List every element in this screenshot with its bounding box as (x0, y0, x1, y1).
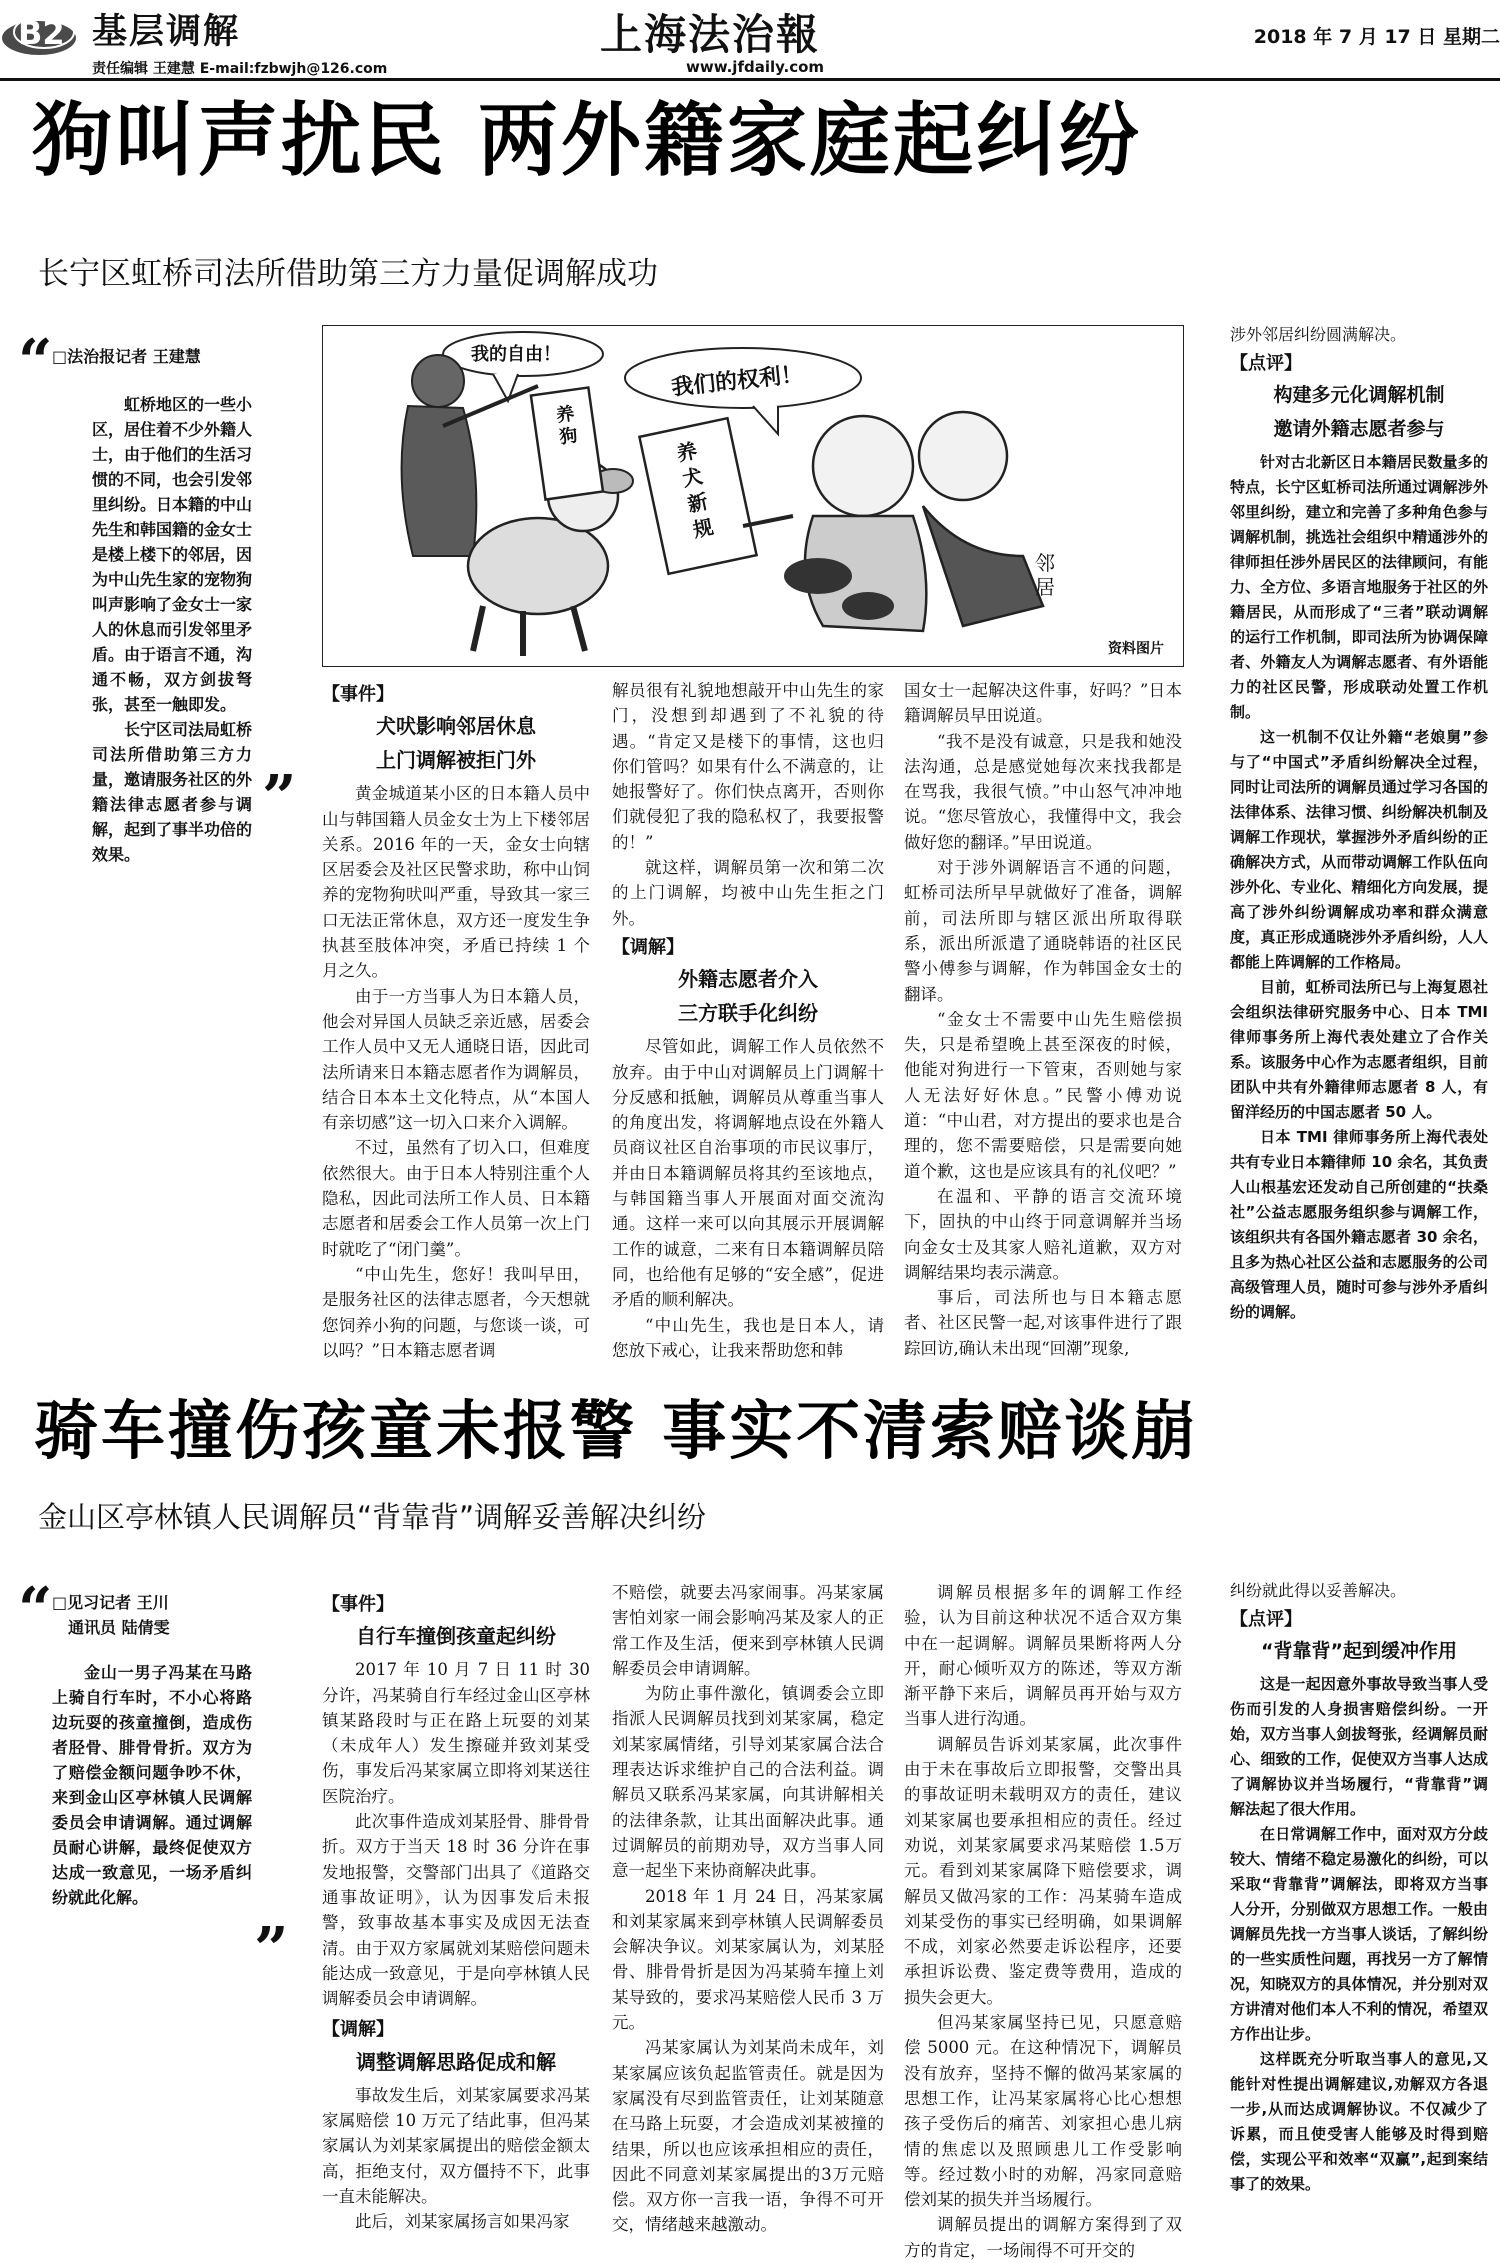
article2-col3 (904, 1580, 1182, 2263)
bubble-right-text: 我们的权利！ (670, 362, 805, 401)
section-tag: 【事件】 (322, 684, 394, 705)
body-paragraph: 不过，虽然有了切入口，但难度依然很大。由于日本人特别注重个人隐私，因此司法所工作人员、日本籍志愿者和居委会工作人员第一次上门时就吃了“闭门羹”。 (322, 1138, 590, 1259)
body-paragraph: 对于涉外调解语言不通的问题，虹桥司法所早早就做好了准备，调解前，司法所即与辖区派出所取得联系，派出所派遣了通晓韩语的社区民警小傅参与调解，作为韩国金女士的翻译。 (904, 858, 1182, 1004)
body-paragraph: 国女士一起解决这件事，好吗？”日本籍调解员早田说道。 (904, 681, 1182, 726)
section-subhead: 犬吠影响邻居休息 (376, 714, 536, 739)
section-tag: 【调解】 (612, 936, 684, 958)
article1-subheadline: 长宁区虹桥司法所借助第三方力量促调解成功 (38, 256, 658, 292)
comment-paragraph: 这是一起因意外事故导致当事人受伤而引发的人身损害赔偿纠纷。一开始，双方当事人剑拔弩张，经调解员耐心、细致的工作，促使双方当事人达成了调解协议并当场履行，“背靠背”调解法起了很大作用。 (1230, 1675, 1488, 1818)
comment-tag: 【点评】 (1230, 353, 1302, 374)
body-paragraph: 为防止事件激化，镇调委会立即指派人民调解员找到刘某家属，稳定刘某家属情绪，引导刘某家属合法合理表达诉求维护自己的合法利益。调解员又联系冯某家属，向其讲解相关的法律条款，让其出面解决此事。通过调解员的前期劝导，双方当事人同意一起坐下来协商解决此事。 (612, 1684, 884, 1881)
comment-paragraph: 在日常调解工作中，面对双方分歧较大、情绪不稳定易激化的纠纷，可以采取“背靠背”调解法，即将双方当事人分开，分别做双方思想工作。一般由调解员先找一方当事人谈话，了解纠纷的一些实质性问题，再找另一方了解情况，知晓双方的具体情况，并分别对双方讲清对他们本人不利的情况，希望双方作出让步。 (1230, 1825, 1488, 2043)
body-paragraph: 但冯某家属坚持已见，只愿意赔偿 5000 元。在这种情况下，调解员没有放弃，坚持不懈的做冯某家属的思想工作，让冯某家属将心比心想想孩子受伤后的痛苦、刘家担心患儿病情的焦虑以及照顾患儿工作受影响等。经过数小时的劝解，冯家同意赔偿刘某的损失并当场履行。 (904, 2013, 1182, 2210)
website-link[interactable]: www.jfdaily.com (686, 58, 825, 76)
comment-title: 构建多元化调解机制 (1273, 384, 1445, 406)
body-paragraph: 由于一方当事人为日本籍人员，他会对异国人员缺乏亲近感，居委会工作人员中又无人通晓日语，因此司法所请来日本籍志愿者作为调解员，结合日本本土文化特点，从“本国人有亲切感”这一切入口来介入调解。 (322, 986, 590, 1133)
header-rule (0, 78, 1500, 81)
lead-paragraph: 金山一男子冯某在马路上骑自行车时，不小心将路边玩耍的孩童撞倒，造成伤者胫骨、腓骨骨折。双方为了赔偿金额问题争吵不休，来到金山区亭林镇人民调解委员会申请调解。通过调解员耐心讲解，最终促使双方达成一致意见，一场矛盾纠纷就此化解。 (52, 1663, 252, 1907)
section-title: 基层调解 (92, 12, 241, 52)
comment-tag: 【点评】 (1230, 1609, 1302, 1630)
photo-credit: 资料图片 (1108, 641, 1164, 657)
carry-over-text: 纠纷就此得以妥善解决。 (1230, 1581, 1407, 1600)
comment-paragraph: 目前，虹桥司法所已与上海复恩社会组织法律研究服务中心、日本 TMI 律师事务所上海代表处建立了合作关系。该服务中心作为志愿者组织，目前团队中共有外籍律师志愿者 8 人，有留洋经历的中国志愿者 50 人。 (1230, 978, 1488, 1121)
section-subhead: 外籍志愿者介入 (678, 967, 818, 992)
article2-reporter: 通讯员 陆倩雯 (68, 1618, 170, 1637)
article1-reporter: □法治报记者 王建慧 (52, 347, 201, 366)
section-subhead: 调整调解思路促成和解 (356, 2049, 556, 2074)
body-paragraph: “中山先生，您好！我叫早田，是服务社区的法律志愿者，今天想就您饲养小狗的问题，与您谈一谈，可以吗？”日本籍志愿者调 (322, 1264, 590, 1360)
section-tag: 【调解】 (322, 2019, 394, 2041)
article2-headline: 骑车撞伤孩童未报警 事实不清索赔谈崩 (34, 1395, 1199, 1469)
article1-headline: 狗叫声扰民 两外籍家庭起纠纷 (32, 94, 1142, 187)
bubble-left-text: 我的自由！ (471, 344, 561, 365)
close-quote-mark: ” (254, 1915, 289, 1985)
body-paragraph: “金女士不需要中山先生赔偿损失，只是希望晚上甚至深夜的时候，他能对狗进行一下管束，否则她与家人无法好好休息。”民警小傅劝说道：“中山君，对方提出的要求也是合理的，您不需要赔偿，只是需要向她道个歉，这也是应该具有的礼仪吧？” (904, 1009, 1182, 1181)
lead-paragraph: 长宁区司法局虹桥司法所借助第三方力量，邀请服务社区的外籍法律志愿者参与调解，起到了事半功倍的效果。 (92, 720, 253, 864)
body-paragraph: “中山先生，我也是日本人，请您放下戒心，让我来帮助您和韩 (612, 1315, 884, 1360)
section-subhead: 自行车撞倒孩童起纠纷 (356, 1624, 556, 1649)
article2-lead (52, 1660, 252, 1910)
body-paragraph: 事故发生后，刘某家属要求冯某家属赔偿 10 万元了结此事，但冯某家属认为刘某家属提出的赔偿金额太高，拒绝支付，双方僵持不下，此事一直未能解决。 (322, 2085, 590, 2206)
article1-lead-text (92, 392, 252, 867)
body-paragraph: 冯某家属认为刘某尚未成年，刘某家属应该负起监管责任。就是因为家属没有尽到监管责任，让刘某随意在马路上玩耍，才会造成刘某被撞的结果，所以也应该承担相应的责任，因此不同意刘某家属提出的3万元赔偿。双方你一言我一语，争得不可开交，情绪越来越激动。 (612, 2038, 884, 2235)
body-paragraph: 调解员提出的调解方案得到了双方的肯定，一场闹得不可开交的 (904, 2215, 1182, 2260)
article1-comment (1230, 322, 1488, 1325)
open-quote-mark: “ (18, 327, 53, 397)
editor-credit: 责任编辑 王建慧 E-mail:fzbwjh@126.com (92, 61, 388, 77)
article2-reporters (52, 1590, 272, 1640)
sign-left-text: 养狗 (555, 403, 579, 449)
section-tag: 【事件】 (322, 1594, 394, 1615)
carry-over-text: 涉外邻居纠纷圆满解决。 (1230, 325, 1407, 344)
comment-paragraph: 这样既充分听取当事人的意见,又能针对性提出调解建议,劝解双方各退一步,从而达成调解协议。不仅减少了诉累，而且使受害人能够及时得到赔偿，实现公平和效率“双赢”,起到案结事了的效果。 (1230, 2050, 1488, 2193)
comment-title: “背靠背”起到缓冲作用 (1261, 1640, 1457, 1662)
comment-title: 邀请外籍志愿者参与 (1273, 418, 1445, 440)
sign-right-text: 养犬新规 (674, 438, 716, 543)
masthead-logo: 上海法治報 (600, 10, 821, 59)
body-paragraph: 尽管如此，调解工作人员依然不放弃。由于中山对调解员上门调解十分反感和抵触，调解员从尊重当事人的角度出发，将调解地点设在外籍人员商议社区自治事项的市民议事厅，并由日本籍调解员将其约至该地点，与韩国籍当事人开展面对面交流沟通。这样一来可以向其展示开展调解工作的诚意，二来有日本籍调解员陪同，也给他有足够的“安全感”，促进矛盾的顺利解决。 (612, 1037, 884, 1310)
article1-col2 (612, 678, 884, 1363)
article2-subheadline: 金山区亭林镇人民调解员“背靠背”调解妥善解决纠纷 (38, 1500, 707, 1534)
body-paragraph: “我不是没有诚意，只是我和她没法沟通，总是感觉她每次来找我都是在骂我，我很气愤。”中山怒气冲冲地说。“您尽管放心，我懂得中文，我会做好您的翻译。”早田说道。 (904, 731, 1182, 852)
body-paragraph: 此后，刘某家属扬言如果冯家 (355, 2212, 570, 2232)
article2-comment (1230, 1578, 1488, 2197)
issue-date: 2018 年 7 月 17 日 星期二 (1253, 26, 1500, 48)
open-quote-mark: “ (18, 1575, 53, 1645)
close-quote-mark: ” (262, 763, 297, 833)
section-subhead: 三方联手化纠纷 (678, 1001, 818, 1026)
page-header (0, 0, 1500, 80)
article1-col3 (904, 678, 1182, 1361)
neighbor-label: 邻居 (1035, 551, 1055, 599)
page-code: B2 (18, 14, 65, 52)
body-paragraph: 就这样，调解员第一次和第二次的上门调解，均被中山先生拒之门外。 (612, 858, 884, 928)
comment-paragraph: 这一机制不仅让外籍“老娘舅”参与了“中国式”矛盾纠纷解决全过程，同时让司法所的调解员通过学习各国的法律体系、法律习惯、纠纷解决机制及调解工作现状，掌握涉外矛盾纠纷的正确解决方式，从而带动调解工作队伍向涉外化、专业化、精细化方向发展，提高了涉外纠纷调解成功率和群众满意度，真正形成通晓涉外矛盾纠纷，人人都能上阵调解的工作格局。 (1230, 728, 1488, 971)
article2-col1 (322, 1588, 590, 2235)
body-paragraph: 调解员根据多年的调解工作经验，认为目前这种状况不适合双方集中在一起调解。调解员果断将两人分开，耐心倾听双方的陈述，等双方渐渐平静下来后，调解员再开始与双方当事人进行沟通。 (904, 1583, 1182, 1729)
comment-paragraph: 日本 TMI 律师事务所上海代表处共有专业日本籍律师 10 余名，其负责人山根基宏还发动自己所创建的“扶桑社”公益志愿服务组织参与调解工作，该组织共有各国外籍志愿者 30 余名，且多为热心社区公益和志愿服务的公司高级管理人员，随时可参与涉外矛盾纠纷的调解。 (1230, 1128, 1488, 1321)
section-subhead: 上门调解被拒门外 (376, 748, 536, 773)
body-paragraph: 调解员告诉刘某家属，此次事件由于未在事故后立即报警，交警出具的事故证明未载明双方的责任，建议刘某家属也要承担相应的责任。经过劝说，刘某家属要求冯某赔偿 1.5万元。看到刘某家属降下赔偿要求，调解员又做冯家的工作：冯某骑车造成刘某受伤的事实已经明确，如果调解不成，刘家必然要走诉讼程序，还要承担诉讼费、鉴定费等费用，造成的损失会更大。 (904, 1734, 1182, 2007)
cartoon-illustration (322, 325, 1184, 667)
comment-paragraph: 针对古北新区日本籍居民数量多的特点，长宁区虹桥司法所通过调解涉外邻里纠纷，建立和完善了多种角色参与调解机制，挑选社会组织中精通涉外的律师担任涉外居民区的法律顾问，有能力、全方位、多语言地服务于社区的外籍居民，从而形成了“三者”联动调解的运行工作机制，即司法所为协调保障者、外籍友人为调解志愿者、有外语能力的社区民警，形成联动处置工作机制。 (1230, 453, 1488, 721)
body-paragraph: 解员很有礼貌地想敲开中山先生的家门，没想到却遇到了不礼貌的待遇。“肯定又是楼下的事情，这也归你们管吗？如果有什么不满意的，让她报警好了。你们快点离开，否则你们就侵犯了我的隐私权了，我要报警的！” (612, 681, 884, 852)
body-paragraph: 事后，司法所也与日本籍志愿者、社区民警一起,对该事件进行了跟踪回访,确认未出现“回潮”现象, (904, 1288, 1182, 1358)
article2-col2 (612, 1580, 884, 2238)
body-paragraph: 2017 年 10 月 7 日 11 时 30 分许，冯某骑自行车经过金山区亭林镇某路段时与正在路上玩耍的刘某（未成年人）发生擦碰并致刘某受伤，事发后冯某家属立即将刘某送往医院治疗。 (322, 1660, 590, 1806)
body-paragraph: 2018 年 1 月 24 日，冯某家属和刘某家属来到亭林镇人民调解委员会解决争议。刘某家属认为，刘某胫骨、腓骨骨折是因为冯某骑车撞上刘某导致的，要求冯某赔偿人民币 3 万元。 (612, 1886, 884, 2033)
article2-reporter: □见习记者 王川 (52, 1593, 169, 1612)
lead-paragraph: 虹桥地区的一些小区，居住着不少外籍人士，由于他们的生活习惯的不同，也会引发邻里纠纷。日本籍的中山先生和韩国籍的金女士是楼上楼下的邻居，因为中山先生家的宠物狗叫声影响了金女士一家人的休息而引发邻里矛盾。由于语言不通，沟通不畅，双方剑拔弩张，甚至一触即发。 (92, 395, 253, 714)
body-paragraph: 此次事件造成刘某胫骨、腓骨骨折。双方于当天 18 时 36 分许在事发地报警，交警部门出具了《道路交通事故证明》，认为因事发后未报警，致事故基本事实及成因无法查清。由于双方家属就刘某赔偿问题未能达成一致意见，于是向亭林镇人民调解委员会申请调解。 (322, 1812, 590, 2009)
article1-col1 (322, 678, 590, 1363)
body-paragraph: 在温和、平静的语言交流环境下，固执的中山终于同意调解并当场向金女士及其家人赔礼道歉，双方对调解结果均表示满意。 (904, 1186, 1182, 1282)
body-paragraph: 不赔偿，就要去冯家闹事。冯某家属害怕刘家一闹会影响冯某及家人的正常工作及生活，便来到亭林镇人民调解委员会申请调解。 (612, 1583, 884, 1678)
body-paragraph: 黄金城道某小区的日本籍人员中山与韩国籍人员金女士为上下楼邻居关系。2016 年的一天，金女士向辖区居委会及社区民警求助，称中山饲养的宠物狗吠叫严重，导致其一家三口无法正常休息，双方还一度发生争执甚至肢体冲突，矛盾已持续 1 个月之久。 (322, 784, 590, 981)
article1-lead (52, 344, 282, 373)
